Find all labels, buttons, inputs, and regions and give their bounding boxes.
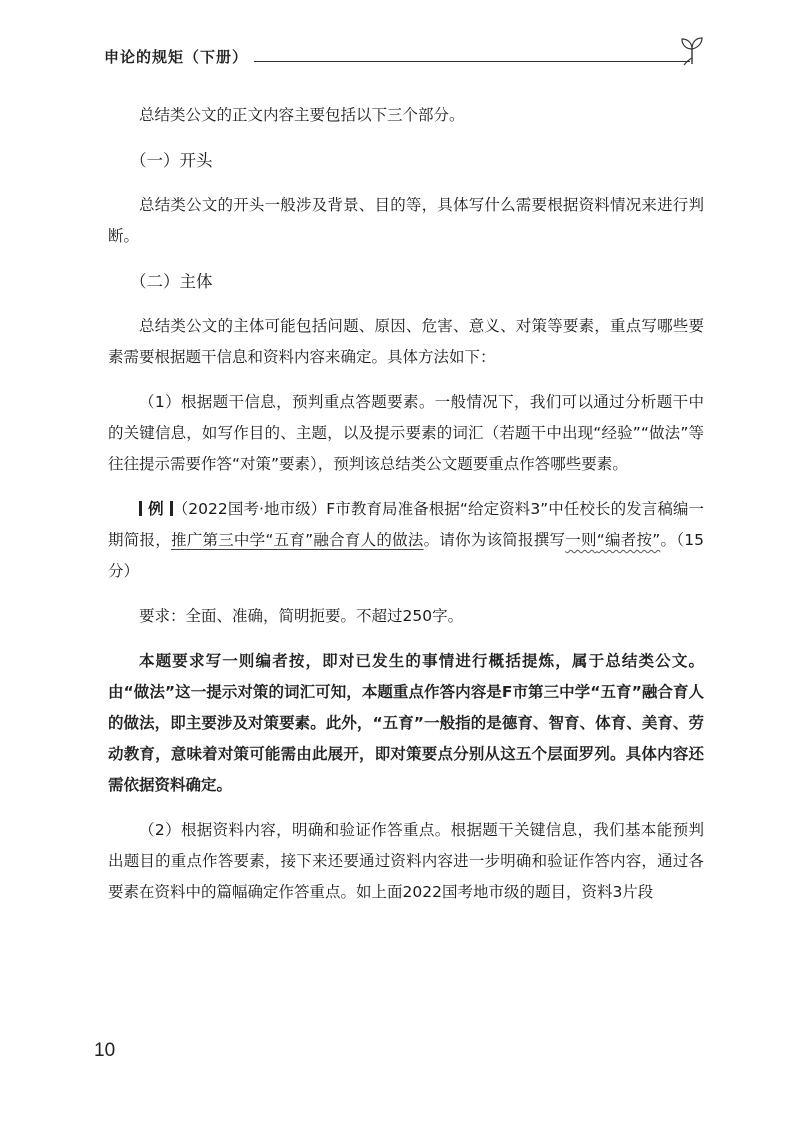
page-number: 10 xyxy=(94,1040,116,1061)
example-bar-left xyxy=(139,501,142,516)
example-label: 例 xyxy=(148,500,164,518)
requirement-paragraph: 要求：全面、准确，简明扼要。不超过250字。 xyxy=(139,607,464,625)
running-header xyxy=(104,42,704,72)
example-text-start: （2022国考·地市级）F市教育局准备根据“给定资料3”中任校长的发言稿编一期简报， xyxy=(108,500,704,549)
sprout-icon xyxy=(680,36,704,66)
example-paragraph xyxy=(108,494,704,587)
example-wavy-text-1: 一则 xyxy=(565,531,597,549)
example-score: 。（15分） xyxy=(108,531,704,580)
example-text-middle: 。请你为该简报撰写 xyxy=(423,531,566,549)
method-one-paragraph: （1）根据题干信息，预判重点答题要素。一般情况下，我们可以通过分析题干中的关键信息，如写作目的、主题，以及提示要素的词汇（若题干中出现“经验”“做法”等往往提示需要作答“对策”要素），预判该总结类公文题要重点作答哪些要素。 xyxy=(108,393,704,473)
header-title: 申论的规矩（下册） xyxy=(104,48,249,66)
body-paragraph: 总结类公文的主体可能包括问题、原因、危害、意义、对策等要素，重点写哪些要素需要根据题干信息和资料内容来确定。具体方法如下： xyxy=(108,317,704,366)
header-rule xyxy=(254,61,690,62)
example-underlined-text: 推广第三中学“五育”融合育人的做法 xyxy=(170,531,424,549)
analysis-paragraph: 本题要求写一则编者按，即对已发生的事情进行概括提炼，属于总结类公文。由“做法”这一提示对策的词汇可知，本题重点作答内容是F市第三中学“五育”融合育人的做法，即主要涉及对策要素。此外，“五育”一般指的是德育、智育、体育、美育、劳动教育，意味着对策可能需由此展开，即对策要点分别从这五个层面罗列。具体内容还需依据资料确定。 xyxy=(108,652,704,794)
section-heading-opening: （一）开头 xyxy=(130,151,213,170)
method-two-paragraph: （2）根据资料内容，明确和验证作答重点。根据题干关键信息，我们基本能预判出题目的重点作答要素，接下来还要通过资料内容进一步明确和验证作答内容，通过各要素在资料中的篇幅确定作答重点。如上面2022国考地市级的题目，资料3片段 xyxy=(108,821,704,901)
page-body xyxy=(108,100,704,922)
intro-paragraph: 总结类公文的正文内容主要包括以下三个部分。 xyxy=(139,106,465,124)
opening-paragraph: 总结类公文的开头一般涉及背景、目的等，具体写什么需要根据资料情况来进行判断。 xyxy=(108,196,704,245)
section-heading-body: （二）主体 xyxy=(130,272,213,291)
example-wavy-text-2: “编者按” xyxy=(596,531,661,549)
